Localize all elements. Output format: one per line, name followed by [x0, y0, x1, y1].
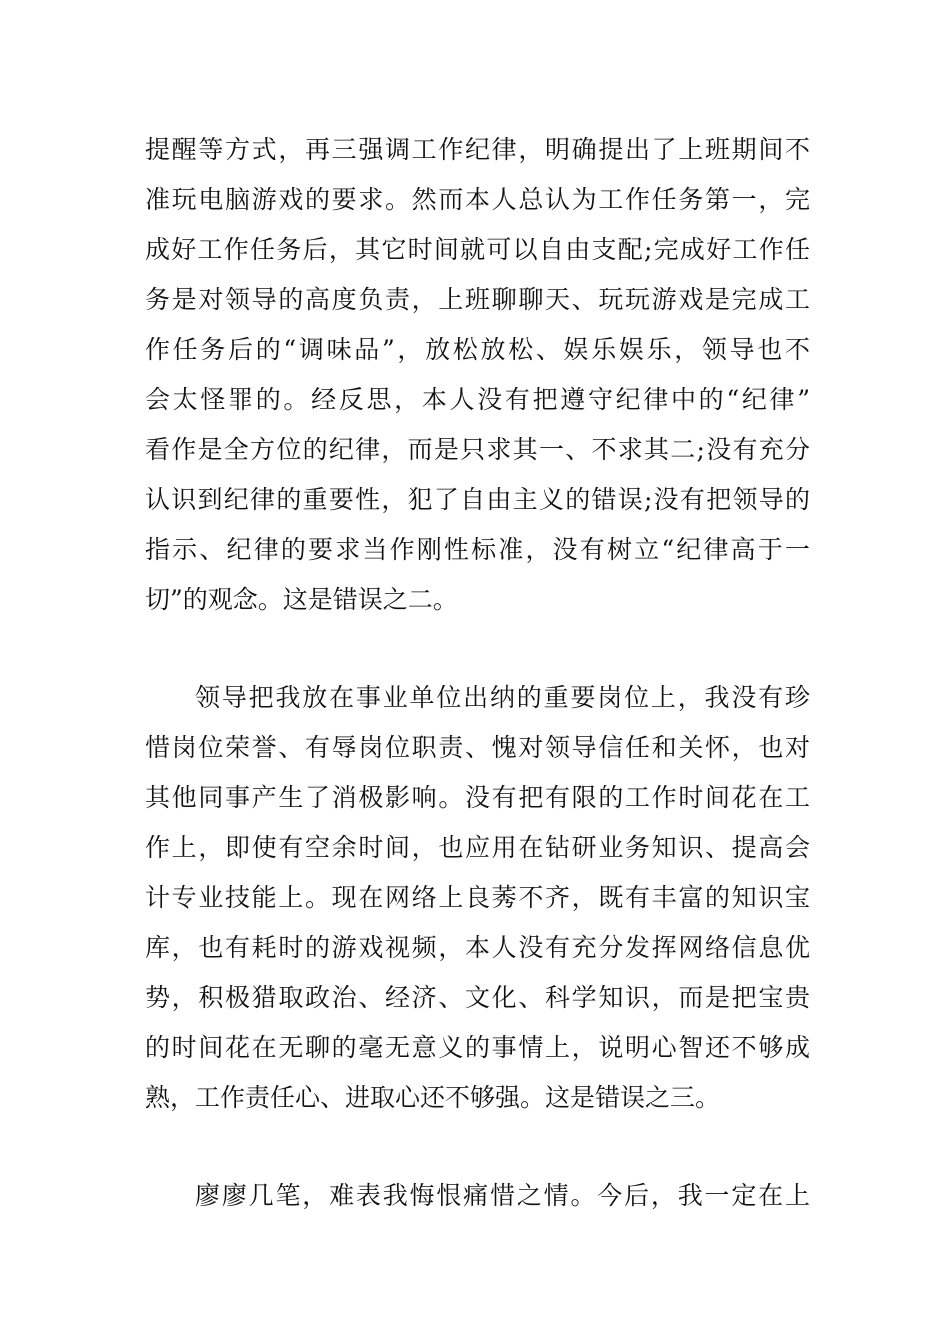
- paragraph-1-line-5: 作任务后的“调味品”，放松放松、娱乐娱乐，领导也不: [145, 335, 810, 364]
- paragraph-1-line-2: 准玩电脑游戏的要求。然而本人总认为工作任务第一，完: [145, 185, 810, 214]
- paragraph-2-line-3: 其他同事产生了消极影响。没有把有限的工作时间花在工: [145, 783, 810, 812]
- paragraph-2-line-4: 作上，即使有空余时间，也应用在钻研业务知识、提高会: [145, 833, 810, 862]
- paragraph-1-line-1: 提醒等方式，再三强调工作纪律，明确提出了上班期间不: [145, 135, 810, 164]
- paragraph-1-line-9: 指示、纪律的要求当作刚性标准，没有树立“纪律高于一: [145, 535, 810, 564]
- paragraph-1-line-7: 看作是全方位的纪律，而是只求其一、不求其二;没有充分: [145, 435, 810, 464]
- paragraph-2-line-7: 势，积极猎取政治、经济、文化、科学知识，而是把宝贵: [145, 983, 810, 1012]
- paragraph-2-line-1: 领导把我放在事业单位出纳的重要岗位上，我没有珍: [195, 683, 810, 712]
- paragraph-2-line-2: 惜岗位荣誉、有辱岗位职责、愧对领导信任和关怀，也对: [145, 733, 810, 762]
- paragraph-3-line-1: 廖廖几笔，难表我悔恨痛惜之情。今后，我一定在上: [195, 1181, 810, 1210]
- paragraph-1-line-8: 认识到纪律的重要性，犯了自由主义的错误;没有把领导的: [145, 485, 810, 514]
- paragraph-1-line-4: 务是对领导的高度负责，上班聊聊天、玩玩游戏是完成工: [145, 285, 810, 314]
- paragraph-1-line-6: 会太怪罪的。经反思，本人没有把遵守纪律中的“纪律”: [145, 385, 810, 414]
- paragraph-2-line-5: 计专业技能上。现在网络上良莠不齐，既有丰富的知识宝: [145, 883, 810, 912]
- paragraph-1-line-10: 切”的观念。这是错误之二。: [145, 585, 458, 614]
- paragraph-2-line-9: 熟，工作责任心、进取心还不够强。这是错误之三。: [145, 1083, 721, 1112]
- paragraph-2-line-8: 的时间花在无聊的毫无意义的事情上，说明心智还不够成: [145, 1033, 810, 1062]
- paragraph-1-line-3: 成好工作任务后，其它时间就可以自由支配;完成好工作任: [145, 235, 810, 264]
- paragraph-2-line-6: 库，也有耗时的游戏视频，本人没有充分发挥网络信息优: [145, 933, 810, 962]
